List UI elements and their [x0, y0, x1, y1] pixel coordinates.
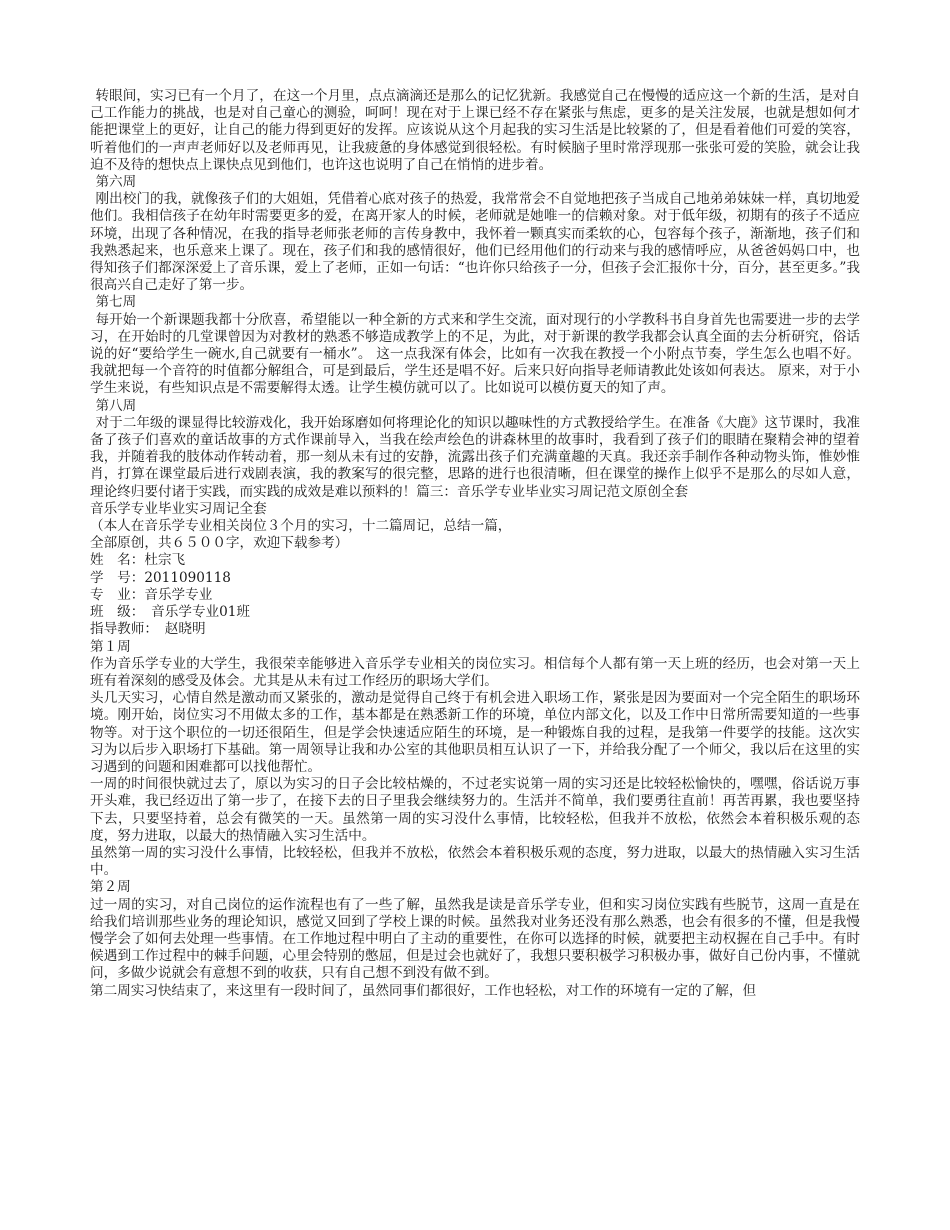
intro-line-1: （本人在音乐学专业相关岗位３个月的实习，十二篇周记，总结一篇， [90, 518, 512, 535]
intro-line-2: 全部原创，共６５００字，欢迎下载参考） [90, 535, 349, 552]
paragraph-month-summary: 转眼间，实习已有一个月了，在这一个月里，点点滴滴还是那么的记忆犹新。我感觉自己在慢慢的适应这一个新的生活，是对自己工作能力的挑战，也是对自己童心的测验，呵呵！现在对于上课已经不存在紧张与焦虑，更多的是关注发展，也就是想如何才能把课堂上的更好，让自己的能力得到更好的发挥。应该说从这个月起我的实习生活是比较紧的了，但是看着他们可爱的笑容，听着他们的一声声老师好以及老师再见，让我疲惫的身体感觉到很轻松。有时候脑子里时常浮现那一张张可爱的笑脸，就会让我迫不及待的想快点上课快点见到他们，也许这也说明了自己在悄悄的进步着。 [90, 88, 860, 173]
heading-week-8: 第八周 [95, 397, 137, 414]
student-name: 姓 名：杜宗飞 [90, 552, 186, 569]
heading-week-1: 第１周 [90, 638, 131, 655]
heading-week-2: 第２周 [90, 879, 131, 896]
advisor: 指导教师： 赵晓明 [90, 621, 206, 638]
student-class: 班 级： 音乐学专业01班 [90, 604, 251, 621]
student-id: 学 号：2011090118 [90, 569, 231, 586]
paragraph-week-1-a: 作为音乐学专业的大学生，我很荣幸能够进入音乐学专业相关的岗位实习。相信每个人都有第一天上班的经历，也会对第一天上班有着深刻的感受及体会。尤其是从未有过工作经历的职场大学们。 [90, 655, 860, 689]
paragraph-week-2-a: 过一周的实习，对自己岗位的运作流程也有了一些了解，虽然我是读是音乐学专业，但和实习岗位实践有些脱节，这周一直是在给我们培训那些业务的理论知识，感觉又回到了学校上课的时候。虽然我对业务还没有那么熟悉，也会有很多的不懂，但是我慢慢学会了如何去处理一些事情。在工作地过程中明白了主动的重要性，在你可以选择的时候，就要把主动权握在自己手中。有时候遇到工作过程中的棘手问题，心里会特别的憋屈，但是过会也就好了，我想只要积极学习积极办事，做好自己份内事，不懂就问，多做少说就会有意想不到的收获，只有自己想不到没有做不到。 [90, 896, 860, 982]
paragraph-week-2-b: 第二周实习快结束了，来这里有一段时间了，虽然同事们都很好，工作也轻松，对工作的环境有一定的了解，但 [90, 982, 757, 999]
document-page [90, 88, 860, 1000]
paragraph-week-1-b: 头几天实习，心情自然是激动而又紧张的，激动是觉得自己终于有机会进入职场工作，紧张是因为要面对一个完全陌生的职场环境。刚开始，岗位实习不用做太多的工作，基本都是在熟悉新工作的环境，单位内部文化，以及工作中日常所需要知道的一些事物等。对于这个职位的一切还很陌生，但是学会快速适应陌生的环境，是一种锻炼自我的过程，是我第一件要学的技能。这次实习为以后步入职场打下基础。第一周领导让我和办公室的其他职员相互认识了一下，并给我分配了一个师父，我以后在这里的实习遇到的问题和困难都可以找他帮忙。 [90, 690, 860, 775]
paragraph-week-7: 每开始一个新课题我都十分欣喜，希望能以一种全新的方式来和学生交流，面对现行的小学教科书自身首先也需要进一步的去学习，在开始时的几堂课曾因为对教材的熟悉不够造成教学上的不足，为此，对于新课的教学我都会认真全面的去分析研究，俗话说的好“要给学生一碗水,自己就要有一桶水”。 这一点我深有体会，比如有一次我在教授一个小附点节奏，学生怎么也唱不好。我就把每一个音符的时值都分解组合，可是到最后，学生还是唱不好。后来只好向指导老师请教此处该如何表达。 原来，对于小学生来说，有些知识点是不需要解得太透。让学生模仿就可以了。比如说可以模仿夏天的知了声。 [90, 311, 860, 397]
heading-week-6: 第六周 [95, 174, 137, 191]
paragraph-week-1-c: 一周的时间很快就过去了，原以为实习的日子会比较枯燥的，不过老实说第一周的实习还是比较轻松愉快的，嘿嘿，俗话说万事开头难，我已经迈出了第一步了，在接下去的日子里我会继续努力的。生活并不简单，我们要勇往直前！再苦再累，我也要坚持下去，只要坚持着，总会有微笑的一天。虽然第一周的实习没什么事情，比较轻松，但我并不放松，依然会本着积极乐观的态度，努力进取，以最大的热情融入实习生活中。 [90, 776, 860, 844]
paragraph-week-1-d: 虽然第一周的实习没什么事情，比较轻松，但我并不放松，依然会本着积极乐观的态度，努力进取，以最大的热情融入实习生活中。 [90, 844, 860, 879]
paragraph-week-6: 刚出校门的我，就像孩子们的大姐姐，凭借着心底对孩子的热爱，我常常会不自觉地把孩子当成自己地弟弟妹妹一样，真切地爱他们。我相信孩子在幼年时需要更多的爱，在离开家人的时候，老师就是她唯一的信赖对象。对于低年级，初期有的孩子不适应环境，出现了各种情况，在我的指导老师张老师的言传身教中，我怀着一颗真实而柔软的心，包容每个孩子，渐渐地，孩子们和我熟悉起来，也乐意来上课了。现在，孩子们和我的感情很好，他们已经用他们的行动来与我的感情呼应，从爸爸妈妈口中，也得知孩子们都深深爱上了音乐课，爱上了老师，正如一句话：“也许你只给孩子一分，但孩子会汇报你十分，百分，甚至更多。”我很高兴自己走好了第一步。 [90, 191, 860, 294]
document-title: 音乐学专业毕业实习周记全套 [90, 500, 267, 517]
student-major: 专 业：音乐学专业 [90, 586, 213, 603]
heading-week-7: 第七周 [95, 294, 137, 311]
paragraph-week-8: 对于二年级的课显得比较游戏化，我开始琢磨如何将理论化的知识以趣味性的方式教授给学生。在准备《大鹿》这节课时，我准备了孩子们喜欢的童话故事的方式作课前导入，当我在绘声绘色的讲森林里的故事时，我看到了孩子们的眼睛在聚精会神的望着我，并随着我的肢体动作转动着，那一刻从未有过的安静，流露出孩子们充满童趣的天真。我还亲手制作各种动物头饰，惟妙惟肖，打算在课堂最后进行戏剧表演，我的教案写的很完整，思路的进行也很清晰，但在课堂的操作上似乎不是那么的尽如人意，理论终归要付诸于实践，而实践的成效是难以预料的！篇三：音乐学专业毕业实习周记范文原创全套 [90, 414, 860, 500]
